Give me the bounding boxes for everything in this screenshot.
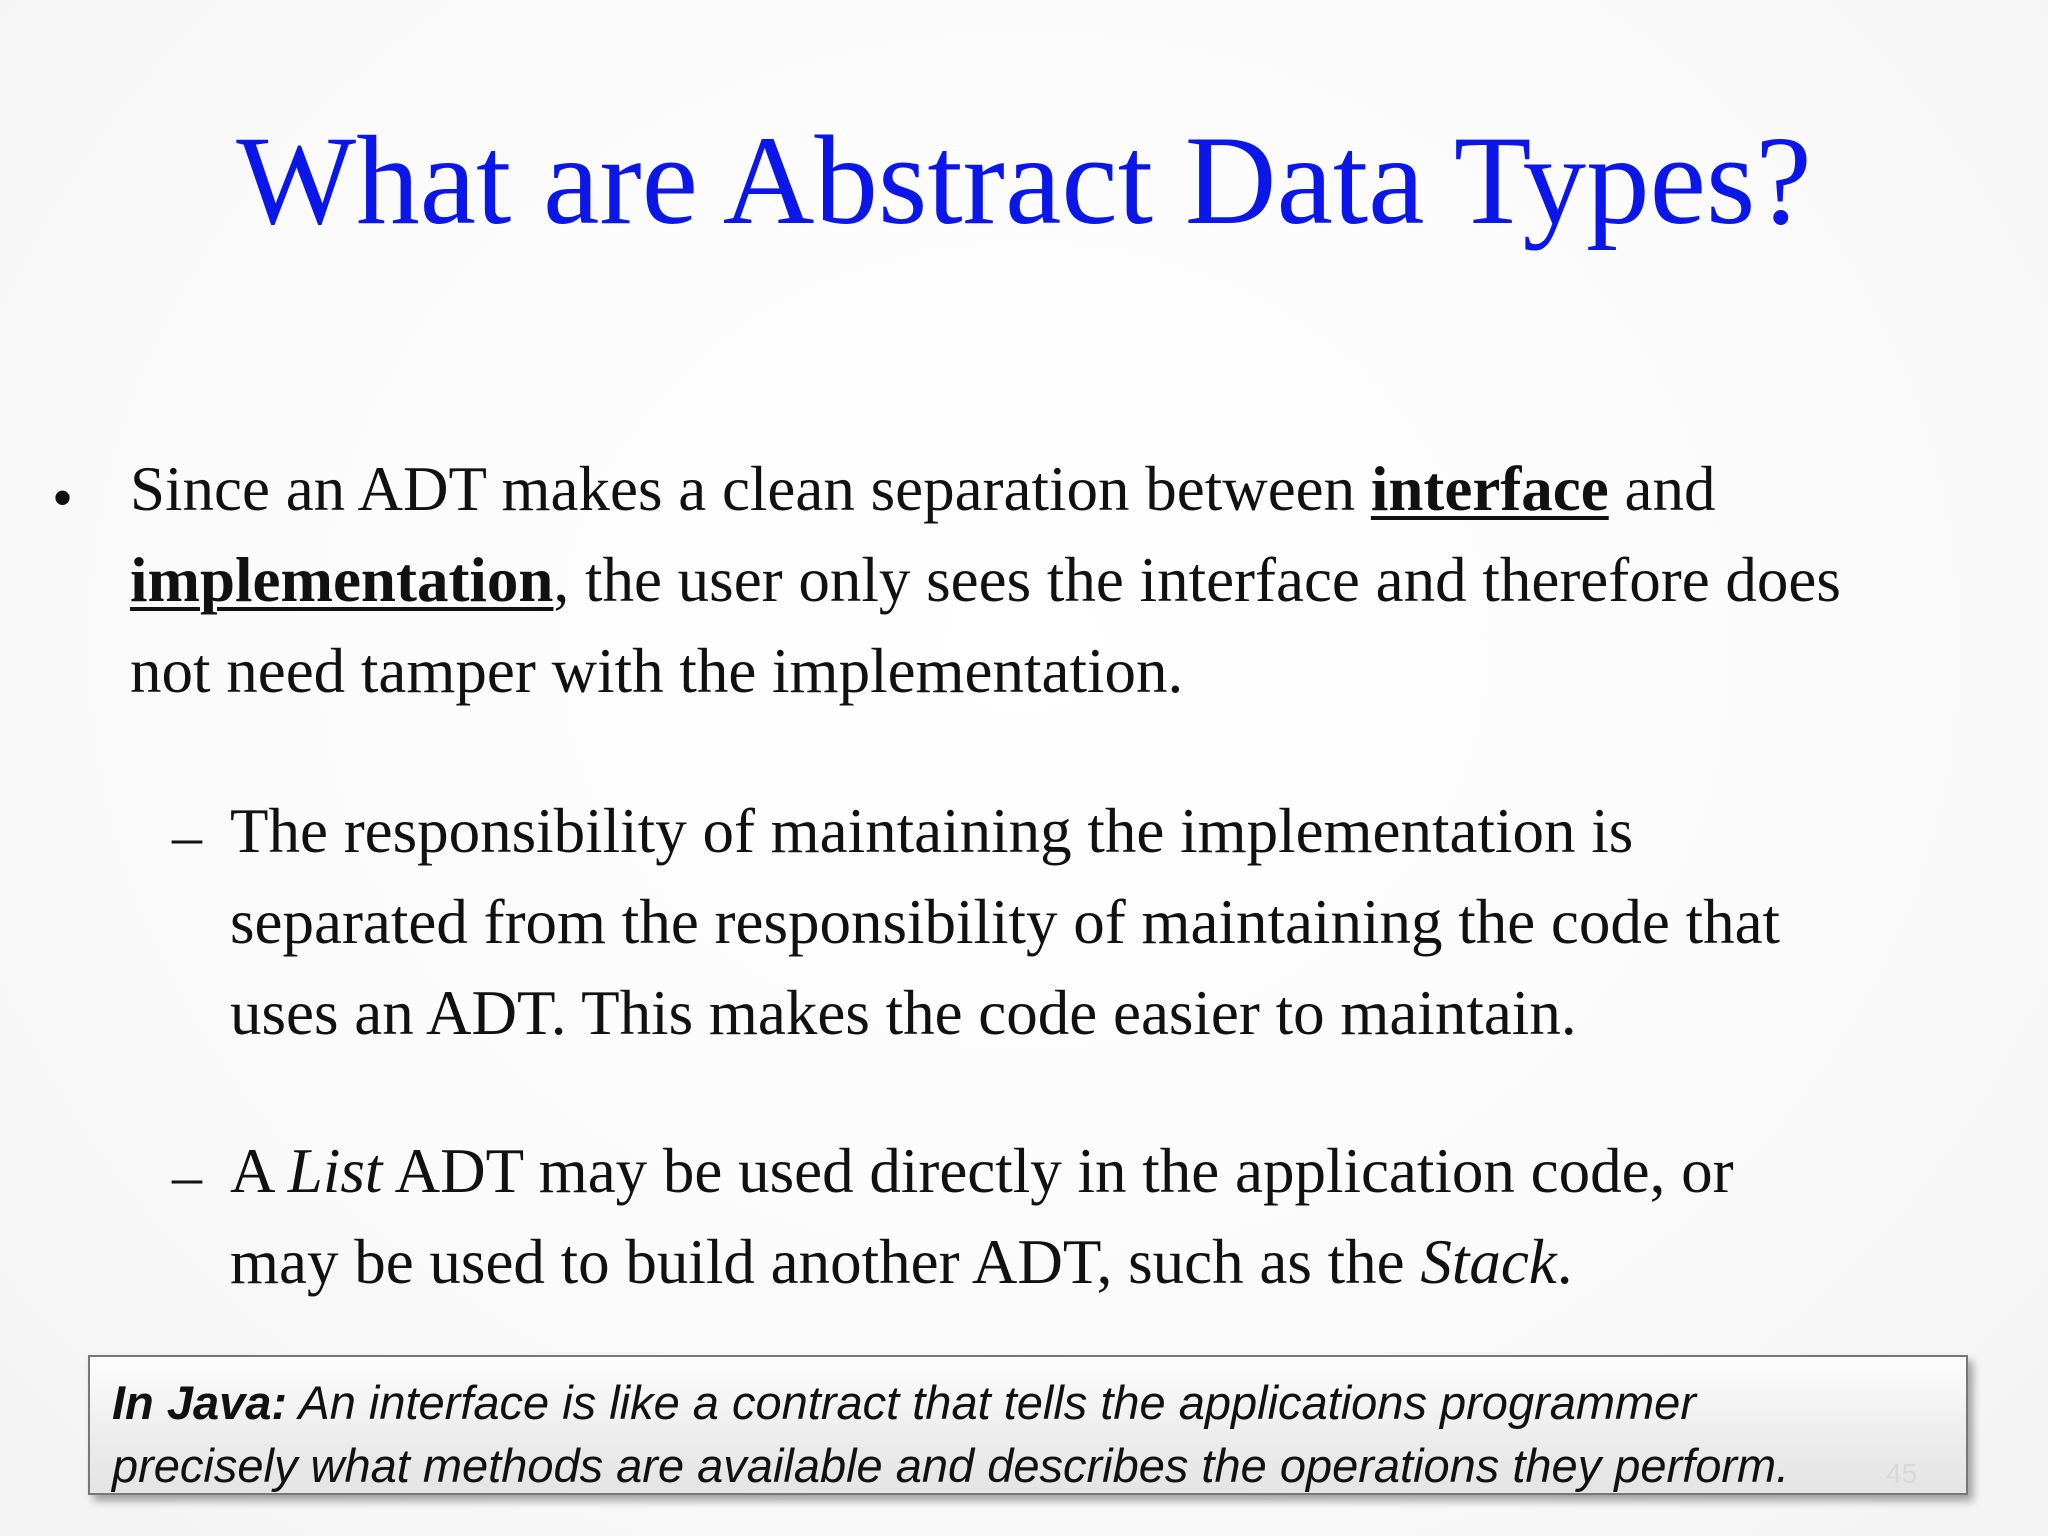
text-run: may be used to build another ADT, such as the <box>230 1227 1421 1297</box>
text-run: ADT may be used directly in the application code, or <box>382 1136 1734 1206</box>
emphasis-stack: Stack <box>1420 1227 1557 1297</box>
emphasis-interface: interface <box>1370 454 1609 524</box>
sub-bullet-2-line-2 <box>230 1217 1734 1308</box>
sub-bullet-1-line-2: separated from the responsibility of maintaining the code that <box>230 887 1781 957</box>
java-note-box <box>88 1355 1968 1495</box>
sub-bullet-marker-2: – <box>172 1143 202 1209</box>
text-run: . <box>1556 1227 1573 1297</box>
emphasis-implementation: implementation <box>130 545 554 615</box>
java-note-line-1 <box>112 1371 1946 1434</box>
sub-bullet-1-text <box>230 786 1780 1059</box>
text-run: A <box>230 1136 288 1206</box>
sub-bullet-2-text <box>230 1126 1734 1308</box>
sub-bullet-2-line-1 <box>230 1126 1734 1217</box>
slide-title: What are Abstract Data Types? <box>236 111 1812 251</box>
java-note-lead: In Java: <box>112 1376 288 1429</box>
main-bullet-line-3: not need tamper with the implementation. <box>130 636 1184 706</box>
main-bullet-line-1 <box>130 444 1841 535</box>
sub-bullet-marker-1: – <box>172 803 202 869</box>
page-number: 45 <box>1886 1458 1918 1489</box>
java-note-line-2: precisely what methods are available and describes the operations they perform. <box>112 1439 1790 1492</box>
text-run: , the user only sees the interface and therefore does <box>553 545 1841 615</box>
text-run: Since an ADT makes a clean separation between <box>130 454 1371 524</box>
text-run: An interface is like a contract that tells the applications programmer <box>287 1376 1696 1429</box>
main-bullet-line-2 <box>130 535 1841 626</box>
sub-bullet-1-line-1: The responsibility of maintaining the implementation is <box>230 796 1634 866</box>
emphasis-list: List <box>287 1136 383 1206</box>
sub-bullet-1-line-3: uses an ADT. This makes the code easier to maintain. <box>230 978 1577 1048</box>
main-bullet-text <box>130 444 1841 717</box>
bullet-marker: • <box>52 465 74 531</box>
text-run: and <box>1608 454 1716 524</box>
